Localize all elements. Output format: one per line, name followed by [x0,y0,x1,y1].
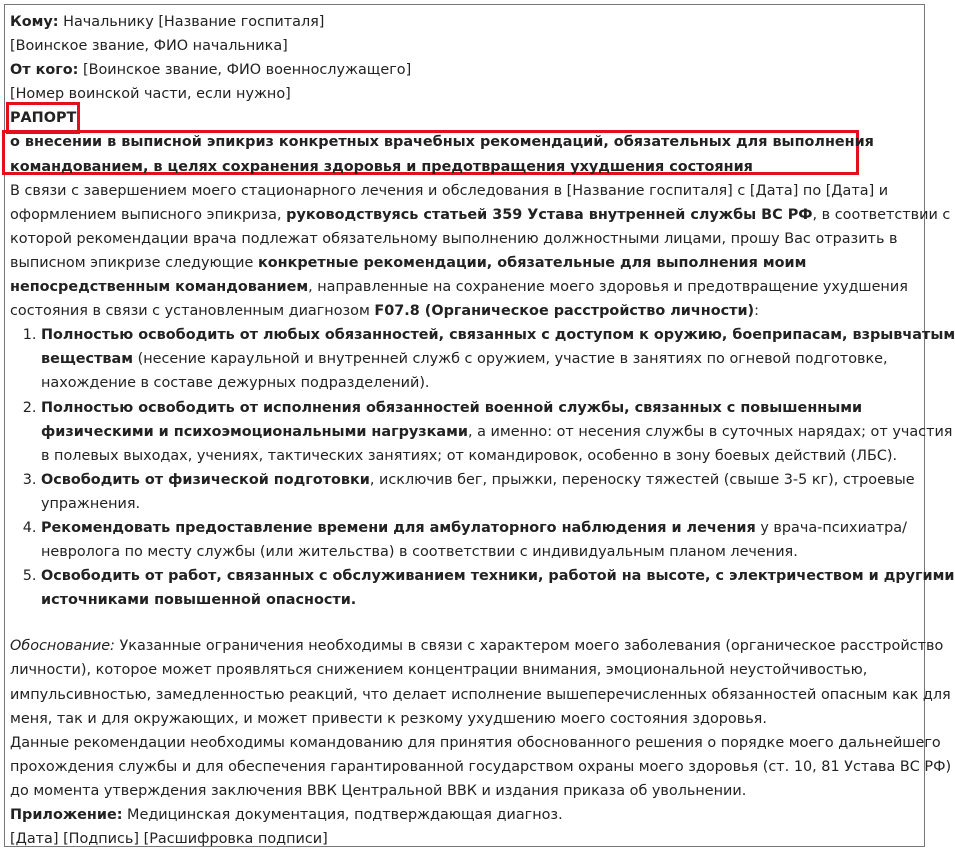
item-heading: Освободить от работ, связанных с обслуживанием техники, работой на высоте, с электричеством и другими [41,568,955,585]
justification-line-4: меня, так и для окружающих, и может привести к резкому ухудшению моего состояния здоровья. [10,710,767,727]
from-line [10,58,915,82]
intro-text: состояния в связи с установленным диагнозом [10,303,375,320]
intro-text: выписном эпикризе следующие [10,254,258,271]
title-line [10,106,915,130]
subject-text-2: командованием, в целях сохранения здоровья и предотвращения ухудшения состояния [10,158,753,175]
subject-line-1 [10,130,915,154]
item-heading: физическими и психоэмоциональными нагрузками [41,423,468,440]
justification-line-3: импульсивностью, замедленностью реакций, что делает исполнение вышеперечисленных обязанностей опасным как для [10,686,951,703]
diagnosis: F07.8 (Органическое расстройство личности) [374,303,755,320]
purpose-line-2: прохождения службы и для обеспечения гарантированной государством охраны моего здоровья (ст. 10, 81 Устава ВС РФ) [10,758,952,775]
item-text: невролога по месту службы (или жительства) в соответствии с индивидуальным планом лечения. [41,544,798,561]
intro-line-4 [10,251,915,275]
purpose-line-1: Данные рекомендации необходимы командованию для принятия обоснованного решения о порядке моего дальнейшего [10,734,941,751]
subject-line-2 [10,155,915,179]
intro-line-1: В связи с завершением моего стационарного лечения и обследования в [Название госпиталя] с [Дата] по [Дата] и [10,182,889,199]
item-heading: Рекомендовать предоставление времени для амбулаторного наблюдения и лечения [41,519,756,536]
item-heading: Полностью освободить от любых обязанностей, связанных с доступом к оружию, боеприпасам, взрывчатым [41,327,955,344]
intro-text: , в соответствии с [812,206,951,223]
to-line [10,10,915,34]
to-line-2: [Воинское звание, ФИО начальника] [10,38,288,55]
subject-text-1: о внесении в выписной эпикриз конкретных врачебных рекомендаций, обязательных для выполнения [10,134,874,151]
intro-text: : [754,303,759,320]
item-text: , исключив бег, прыжки, переноску тяжестей (свыше 3-5 кг), строевые [369,471,915,488]
spacer [10,612,915,634]
attachment-value: Медицинская документация, подтверждающая диагноз. [122,807,563,823]
from-line-2: [Номер воинской части, если нужно] [10,86,291,103]
from-label: От кого: [10,62,79,79]
item-heading: Полностью освободить от исполнения обязанностей военной службы, связанных с повышенными [41,399,863,416]
item-heading: источниками повышенной опасности. [41,592,357,609]
justification-text: Указанные ограничения необходимы в связи с характером моего заболевания (органическое расстройство [114,638,944,655]
intro-line-3: которой рекомендации врача подлежат обязательному выполнению должностными лицами, прошу Вас отразить в [10,230,898,247]
report-title: РАПОРТ [10,106,76,130]
justification-line-2: личности), которое может проявляться снижением концентрации внимания, эмоциональной неустойчивостью, [10,662,868,679]
attachment-line [10,803,915,827]
item-heading: Освободить от физической подготовки [41,471,370,488]
item-text: упражнения. [41,495,141,512]
intro-text: , направленные на сохранение моего здоровья и предотвращение ухудшения [308,279,908,296]
intro-line-2 [10,203,951,227]
intro-line-6 [10,299,915,323]
justification-line-1 [10,634,944,658]
to-value: Начальнику [Название госпиталя] [58,14,325,30]
intro-statute: руководствуясь статьей 359 Устава внутренней службы ВС РФ [286,206,813,223]
item-heading: веществам [41,351,133,368]
list-item [41,396,953,468]
item-text: , а именно: от несения службы в суточных нарядах; от участия [467,423,953,440]
to-label: Кому: [10,14,59,30]
intro-line-5 [10,275,915,299]
intro-text: оформлением выписного эпикриза, [10,206,287,223]
list-item [41,323,955,395]
signature-line: [Дата] [Подпись] [Расшифровка подписи] [10,831,328,848]
intro-emphasis: конкретные рекомендации, обязательные для выполнения моим [257,254,807,271]
list-item [41,468,915,516]
from-value: [Воинское звание, ФИО военнослужащего] [78,62,412,79]
purpose-line-3: до момента утверждения заключения ВВК Центральной ВВК и издания приказа об увольнении. [10,782,747,799]
list-item [41,516,915,564]
item-text: у врача-психиатра/ [755,519,907,536]
justification-label: Обоснование: [10,638,115,655]
item-text: нахождение в составе дежурных подразделений). [41,375,430,392]
item-text: в полевых выходах, учениях, тактических занятиях; от командировок, особенно в зону боевых действий (ЛБС). [41,447,898,464]
intro-emphasis: непосредственным командованием [10,279,309,296]
item-text: (несение караульной и внутренней служб с оружием, участие в занятиях по огневой подготовке, [133,351,888,368]
attachment-label: Приложение: [10,807,123,823]
recommendations-list [10,323,955,612]
report-document [10,10,955,851]
list-item [41,564,955,612]
